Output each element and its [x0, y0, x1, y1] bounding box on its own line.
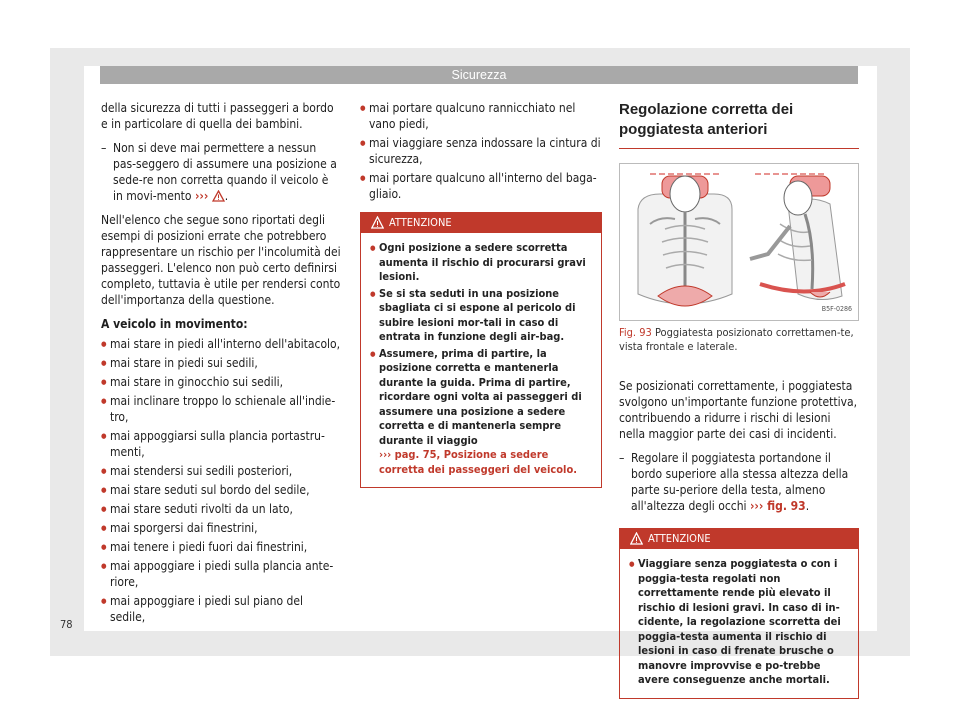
- warning-triangle-icon: [630, 532, 643, 545]
- warning-box: [360, 212, 602, 488]
- warning-triangle-icon: [212, 190, 225, 202]
- dash-item-text: Non si deve mai permettere a nessun pas-seggero di assumere una posizione a sede-re non corretta quando il veicolo è in movi-mento: [113, 141, 337, 203]
- figure-code: B5F-0286: [821, 305, 852, 313]
- headrest-figure: [619, 163, 859, 321]
- list-item: ● mai viaggiare senza indossare la cintura di sicurezza,: [360, 135, 602, 167]
- list-heading: A veicolo in movimento:: [101, 317, 248, 331]
- warning-body: [620, 549, 858, 698]
- paragraph: Se posizionati correttamente, i poggiatesta svolgono un'importante funzione protettiva, contribuendo a ridurre i rischi di lesioni nella maggior parte dei casi di incidenti.: [619, 379, 858, 441]
- paragraph: Nell'elenco che segue sono riportati degli esempi di posizioni errate che potrebbero rappresentare un rischio per l'incolumità dei passeggeri. L'elenco non può certo definirsi completo, tuttavia è utile per rendersi conto dell'importanza della questione.: [101, 213, 341, 307]
- warning-title: ATTENZIONE: [389, 216, 452, 229]
- warning-box: [619, 528, 859, 699]
- figure-caption: [619, 326, 859, 354]
- list-item: ● mai stare in piedi all'interno dell'abitacolo,: [101, 336, 341, 352]
- list-item: ● mai appoggiare i piedi sulla plancia ante-riore,: [101, 558, 341, 590]
- list-item: ● mai portare qualcuno rannicchiato nel vano piedi,: [360, 100, 602, 132]
- warning-body: [361, 233, 601, 487]
- list-item: ● mai stare in ginocchio sui sedili,: [101, 374, 341, 390]
- page-number: 78: [60, 618, 73, 631]
- warning-item: [370, 347, 593, 478]
- list-item: ● mai sporgersi dai finestrini,: [101, 520, 341, 536]
- list-item: ● mai appoggiare i piedi sul piano del sedile,: [101, 593, 341, 625]
- column-2: [360, 100, 602, 488]
- warning-header: [620, 529, 858, 549]
- dash-item: – Non si deve mai permettere a nessun pas-seggero di assumere una posizione a sede-re non corretta quando il veicolo è in movi-mento ››› .: [101, 140, 341, 204]
- paragraph: della sicurezza di tutti i passeggeri a bordo e in particolare di quella dei bambini.: [101, 101, 334, 131]
- warning-item: ● Ogni posizione a sedere scorretta aumenta il rischio di procurarsi gravi lesioni.: [370, 241, 593, 285]
- list-item: ● mai portare qualcuno all'interno del baga-gliaio.: [360, 170, 602, 202]
- list-item: ● mai appoggiarsi sulla plancia portastru-menti,: [101, 428, 341, 460]
- warning-title: ATTENZIONE: [648, 532, 711, 545]
- warning-item: ● Viaggiare senza poggiatesta o con i poggia-testa regolati non correttamente rende più elevato il rischio di lesioni gravi. In caso di in-cidente, la regolazione scorretta dei poggia-testa aumenta il rischio di lesioni in caso di frenate brusche o manovre improvvise e po-trebbe avere conseguenze anche mortali.: [629, 557, 850, 688]
- warning-item-text: Assumere, prima di partire, la posizione corretta e mantenerla durante la guida. Prima di partire, ricordare ogni volta ai passeggeri di assumere una posizione a sedere corretta e di mantenerla sempre durante il viaggio: [379, 346, 582, 447]
- warning-header: [361, 213, 601, 233]
- dash-item: – Regolare il poggiatesta portandone il bordo superiore alla stessa altezza della parte su-periore della testa, almeno all'altezza degli occhi ››› fig. 93.: [619, 450, 859, 514]
- list-item: ● mai stendersi sui sedili posteriori,: [101, 463, 341, 479]
- warning-item: ● Se si sta seduti in una posizione sbagliata ci si espone al pericolo di subire lesioni mor-tali in caso di entrata in funzione degli air-bag.: [370, 287, 593, 345]
- page-reference-link[interactable]: ››› pag. 75, Posizione a sedere corretta dei passeggeri del veicolo.: [379, 448, 578, 476]
- column-3: [619, 100, 859, 699]
- headrest-illustration: [620, 164, 858, 320]
- section-title: Regolazione corretta dei poggiatesta anteriori: [619, 100, 859, 149]
- dash-item-text: Regolare il poggiatesta portandone il bordo superiore alla stessa altezza della parte su-periore della testa, almeno all'altezza degli occhi: [631, 451, 849, 513]
- bullet-list: [101, 336, 341, 625]
- figure-label: Fig. 93: [619, 326, 652, 339]
- caption-text: Poggiatesta posizionato correttamen-te, vista frontale e laterale.: [619, 326, 854, 353]
- column-1: [101, 100, 341, 628]
- reference-arrows[interactable]: ›››: [194, 189, 209, 203]
- figure-reference-link[interactable]: ››› fig. 93: [749, 499, 806, 513]
- section-header: Sicurezza: [100, 66, 858, 84]
- list-item: ● mai stare seduti sul bordo del sedile,: [101, 482, 341, 498]
- list-item: ● mai tenere i piedi fuori dai finestrini,: [101, 539, 341, 555]
- list-item: ● mai stare seduti rivolti da un lato,: [101, 501, 341, 517]
- warning-triangle-icon: [371, 216, 384, 229]
- list-item: ● mai inclinare troppo lo schienale all'indie-tro,: [101, 393, 341, 425]
- list-item: ● mai stare in piedi sui sedili,: [101, 355, 341, 371]
